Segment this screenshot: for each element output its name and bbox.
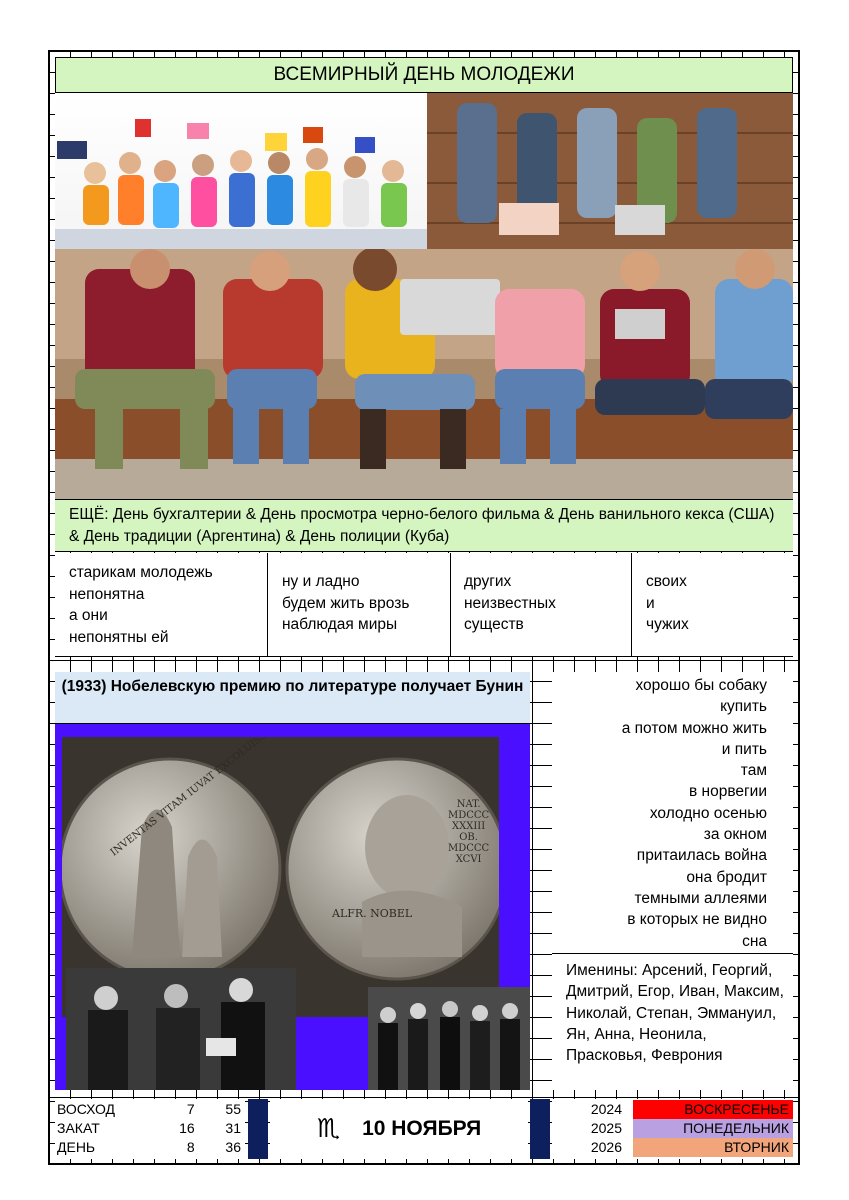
poem-block bbox=[552, 672, 793, 954]
verse-column bbox=[55, 553, 268, 657]
bunin-ceremony-photo bbox=[66, 968, 296, 1090]
verse-column bbox=[451, 553, 632, 657]
verse-line: наблюдая миры bbox=[282, 616, 398, 633]
weekday-by-year-table bbox=[552, 1099, 793, 1159]
history-event-text: (1933) Нобелевскую премию по литературе получает Бунин bbox=[55, 672, 530, 724]
laureates-group-photo bbox=[368, 987, 530, 1090]
verse-line: неизвестных bbox=[464, 594, 556, 612]
date-accent-bar bbox=[248, 1099, 268, 1159]
poem-line: купить bbox=[720, 698, 767, 716]
other-holidays-text: ЕЩЁ: День бухгалтерии & День просмотра черно-белого фильма & День ванильного кекса (США) & День традиции (Аргентина) & День полиции (Куба) bbox=[55, 500, 793, 552]
poem-line: она бродит bbox=[686, 868, 767, 886]
verse-line: и bbox=[646, 594, 655, 612]
divider bbox=[48, 1097, 800, 1098]
poem-line: там bbox=[740, 762, 767, 780]
date-accent-bar bbox=[530, 1099, 550, 1159]
weekday-label: ВОСКРЕСЕНЬЕ bbox=[633, 1100, 793, 1119]
cheering-students-photo bbox=[55, 93, 427, 249]
year-label: 2024 bbox=[590, 1101, 622, 1117]
verse-column bbox=[268, 553, 451, 657]
poem-line: за окном bbox=[703, 826, 767, 844]
weekday-label: ПОНЕДЕЛЬНИК bbox=[633, 1119, 793, 1138]
nobel-photo-panel bbox=[55, 724, 530, 1090]
verse-line: будем жить врозь bbox=[282, 594, 410, 612]
day-length-row: ДЕНЬ 8 36 bbox=[57, 1138, 241, 1155]
poem-line: холодно осенью bbox=[649, 804, 767, 822]
teens-on-bench-photo bbox=[55, 249, 793, 500]
weekday-label: ВТОРНИК bbox=[633, 1138, 793, 1157]
verse-line: непонятна bbox=[69, 585, 145, 603]
page-title: ВСЕМИРНЫЙ ДЕНЬ МОЛОДЕЖИ bbox=[55, 57, 793, 93]
verse-line: чужих bbox=[646, 616, 689, 633]
poem-line: в норвегии bbox=[689, 783, 767, 801]
verse-line: существ bbox=[464, 616, 524, 633]
poem-line: сна bbox=[742, 932, 767, 950]
date-label: 10 НОЯБРЯ bbox=[362, 1117, 482, 1140]
medal-inscription: INVENTAS VITAM IUVAT EXCOLUISSE bbox=[108, 737, 275, 859]
feet-on-bench-photo bbox=[427, 93, 793, 249]
name-days-text: Именины: Арсений, Георгий, Дмитрий, Егор, Иван, Максим, Николай, Степан, Эммануил, Ян, Анна, Неонила, Прасковья, Феврония bbox=[552, 954, 793, 1090]
year-label: 2025 bbox=[590, 1120, 622, 1136]
verse-column bbox=[632, 553, 793, 657]
youth-photo-collage bbox=[55, 93, 793, 500]
verse-row bbox=[55, 553, 793, 657]
verse-line: других bbox=[464, 573, 512, 590]
poem-line: притаилась война bbox=[636, 847, 767, 865]
sunrise-row: ВОСХОД 7 55 bbox=[57, 1100, 241, 1117]
medal-name: ALFR. NOBEL bbox=[332, 907, 413, 920]
poem-line: темными аллеями bbox=[634, 889, 767, 907]
verse-line: ну и ладно bbox=[282, 573, 360, 590]
sun-times-table bbox=[55, 1099, 245, 1159]
verse-line: а они bbox=[69, 607, 108, 624]
verse-line: старикам молодежь bbox=[69, 564, 213, 581]
poem-line: в которых не видно bbox=[627, 911, 767, 929]
verse-line: своих bbox=[646, 573, 687, 590]
poem-line: а потом можно жить bbox=[621, 719, 767, 737]
medal-dates: NAT. MDCCC XXXIII OB. MDCCC XCVI bbox=[448, 799, 490, 865]
poem-line: и пить bbox=[721, 740, 767, 758]
year-label: 2026 bbox=[590, 1139, 622, 1155]
scorpio-icon: ♏ bbox=[316, 1114, 341, 1144]
sunset-row: ЗАКАТ 16 31 bbox=[57, 1119, 241, 1136]
poem-line: хорошо бы собаку bbox=[635, 677, 767, 694]
verse-line: непонятны ей bbox=[69, 628, 169, 646]
date-block bbox=[270, 1099, 528, 1159]
